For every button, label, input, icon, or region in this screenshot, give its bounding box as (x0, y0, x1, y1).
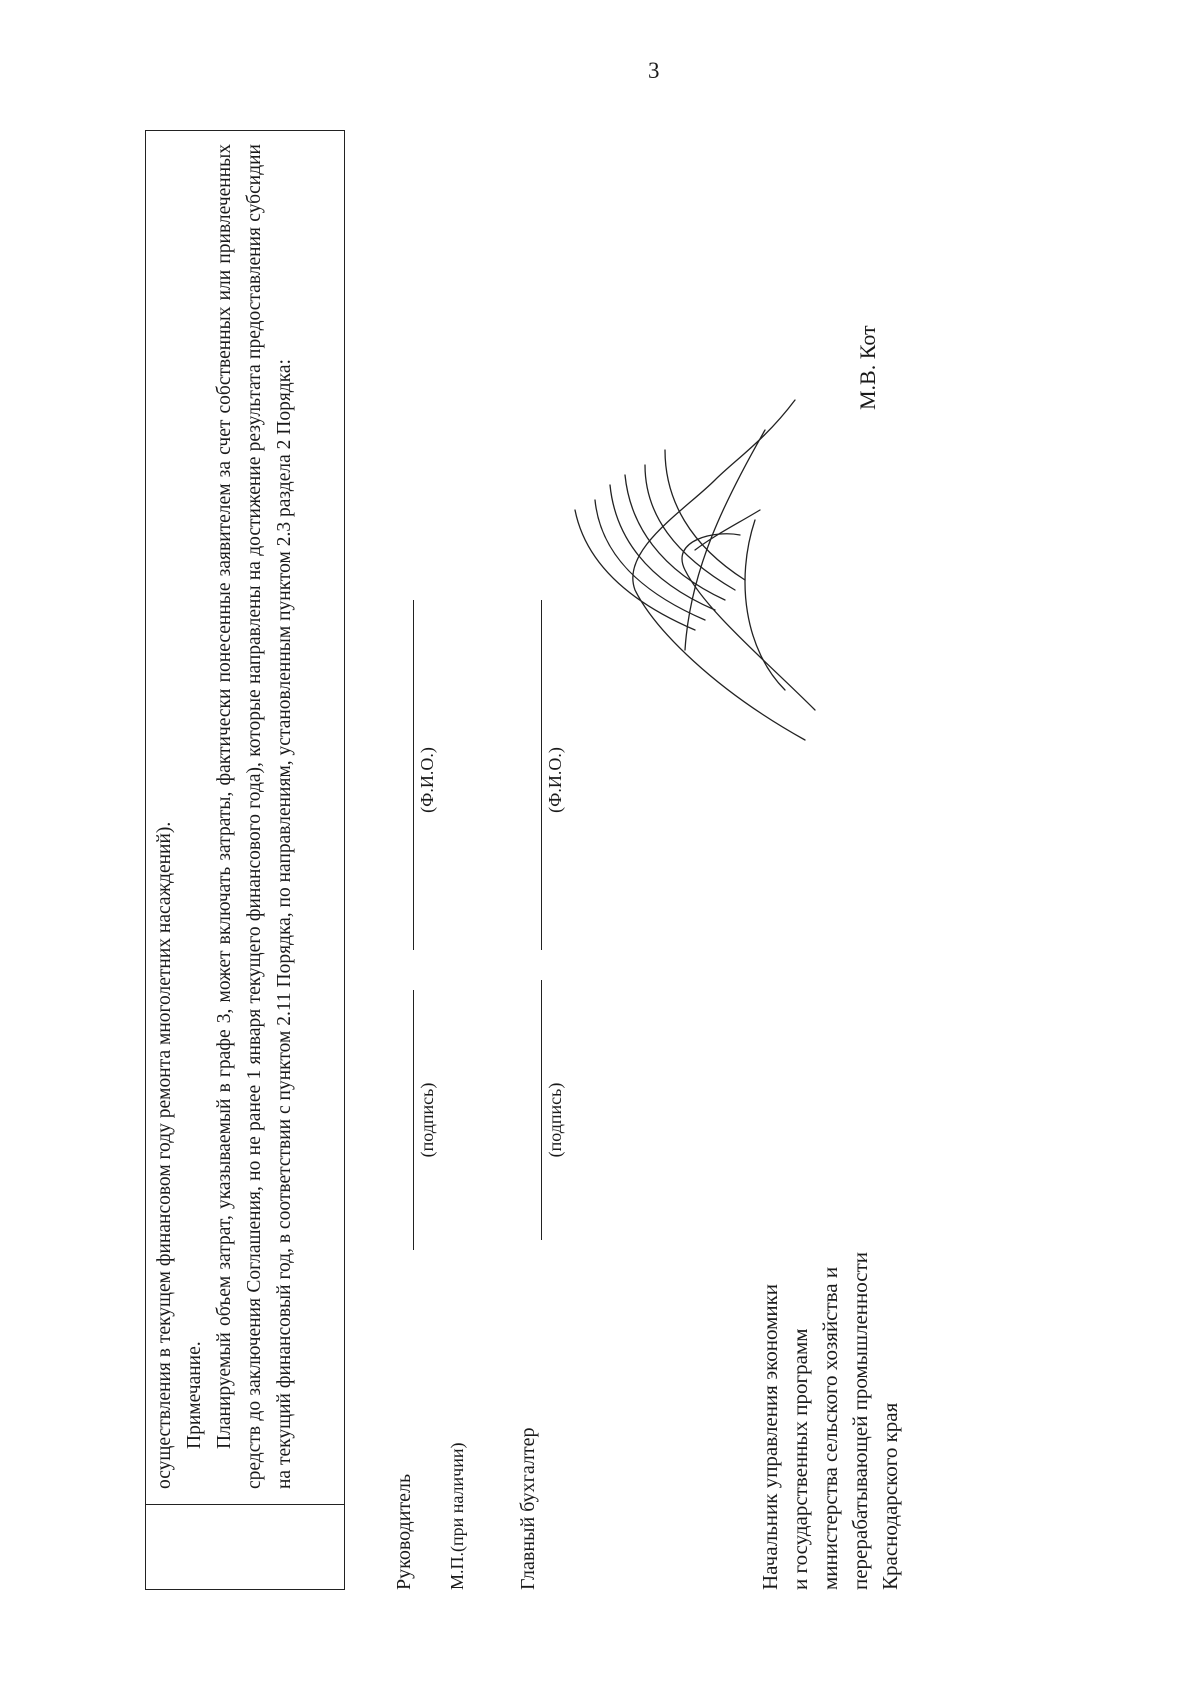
accountant-signature-hint: (подпись) (545, 1082, 565, 1158)
handwritten-signature (565, 390, 825, 750)
official-name: М.В. Кот (855, 325, 880, 410)
director-signature-line (413, 990, 414, 1250)
director-signature-block (385, 130, 505, 1590)
accountant-signature-line (541, 980, 542, 1240)
accountant-name-line (541, 600, 542, 950)
director-signature-hint: (подпись) (417, 1082, 437, 1158)
page-number: 3 (648, 58, 660, 83)
table-line-1: осуществления в текущем финансовом году ремонта многолетних насаждений). (154, 821, 175, 1489)
director-name-hint: (Ф.И.О.) (417, 747, 437, 813)
official-title-line-4: перерабатывающей промышленности (848, 1251, 872, 1590)
director-label: Руководитель (393, 1473, 415, 1590)
note-label: Примечание. (184, 1341, 205, 1449)
official-title-line-5: Краснодарского края (878, 1402, 902, 1590)
table-text (150, 144, 300, 1489)
table-empty-column (146, 1504, 344, 1589)
official-title-block (755, 690, 905, 1590)
stamp-label: М.П.(при наличии) (447, 1442, 467, 1590)
official-title-line-1: Начальник управления экономики (758, 1283, 782, 1590)
rotated-page-content (145, 130, 1200, 1590)
note-text: Планируемый объем затрат, указываемый в графе 3, может включать затраты, фактически понесенные заявителем за счет собственных или привлеченных средств до заключения Соглашения, но не ранее 1 января текущего финансового года), которые направлены на достижение результата предоставления субсидии на текущий финансовый год, в соответствии с пунктом 2.11 Порядка, по направлениям, установленным пунктом 2.3 раздела 2 Порядка: (214, 144, 295, 1489)
official-title-line-3: министерства сельского хозяйства и (818, 1266, 842, 1590)
form-table (145, 130, 345, 1590)
accountant-label: Главный бухгалтер (517, 1427, 539, 1590)
accountant-signature-block (505, 130, 585, 1590)
accountant-name-hint: (Ф.И.О.) (545, 747, 565, 813)
official-title-line-2: и государственных программ (788, 1328, 812, 1590)
director-name-line (413, 600, 414, 950)
